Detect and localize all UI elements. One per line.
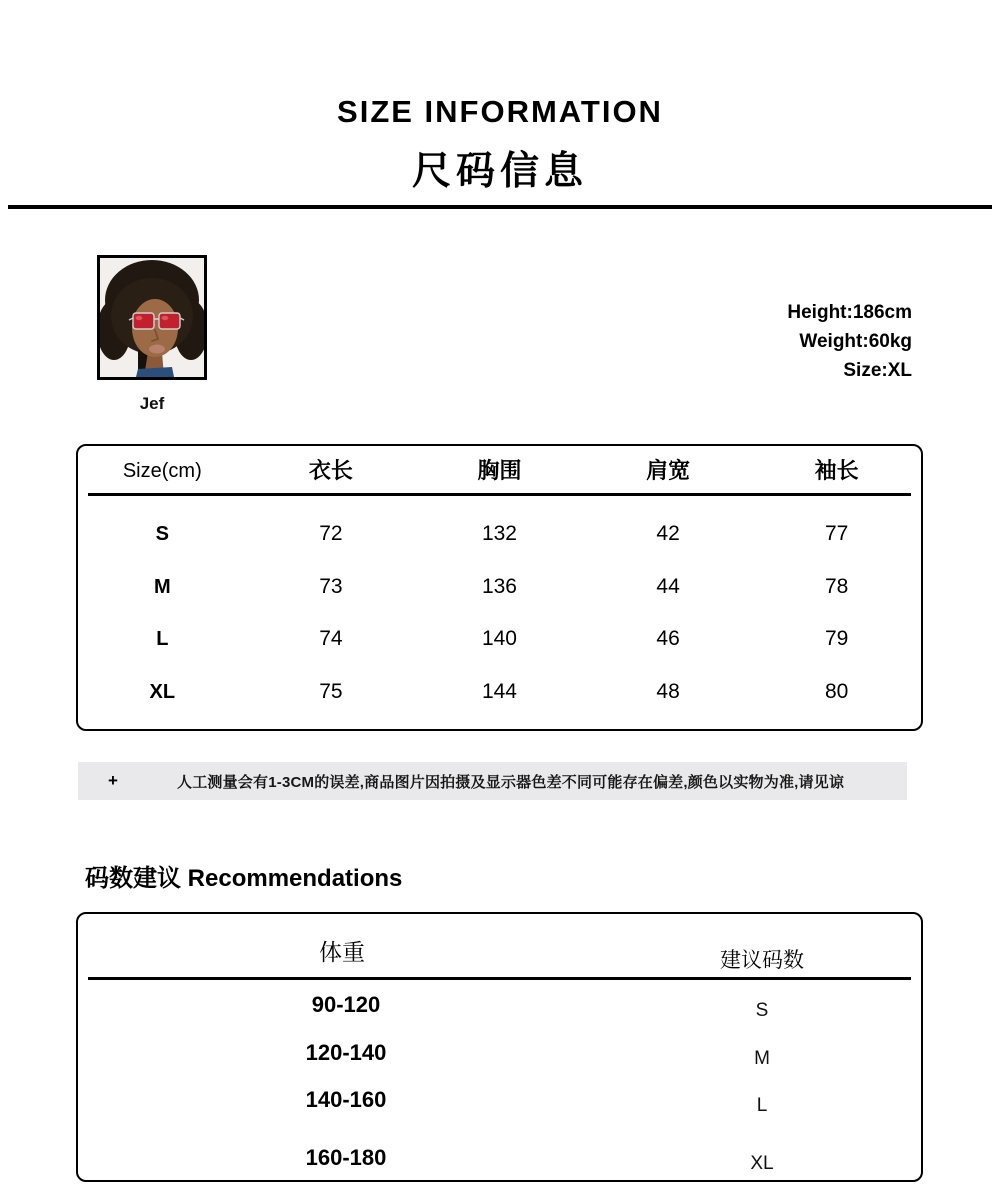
table-row [78, 1074, 921, 1126]
weight-range: 140-160 [305, 1087, 387, 1112]
table-row [78, 508, 921, 560]
value-length: 75 [319, 680, 343, 703]
size-label: L [156, 628, 169, 650]
weight-range: 120-140 [305, 1040, 387, 1065]
measurement-note-text: 人工测量会有1-3CM的误差,商品图片因拍摄及显示器色差不同可能存在偏差,颜色以实物为准,请见谅 [177, 773, 845, 791]
value-sleeve: 78 [824, 575, 849, 598]
table-row [78, 979, 921, 1031]
size-table-header-row [78, 446, 921, 493]
size-label: M [153, 576, 171, 598]
value-sleeve: 79 [824, 627, 849, 650]
value-sleeve: 77 [824, 522, 849, 545]
recommended-size: S [755, 1000, 769, 1021]
value-bust: 132 [481, 522, 517, 545]
value-length: 74 [319, 627, 343, 650]
size-label: S [155, 523, 169, 545]
model-portrait-illustration [100, 258, 204, 377]
size-table-header-bust: 胸围 [477, 458, 522, 483]
model-name: Jef [139, 394, 165, 413]
value-shoulder: 42 [656, 522, 680, 545]
value-sleeve: 80 [824, 680, 849, 703]
size-table-header-size: Size(cm) [122, 460, 202, 482]
model-weight: Weight:60kg [799, 331, 912, 352]
value-bust: 144 [481, 680, 517, 703]
recommendations-table [76, 912, 923, 1182]
table-row [78, 1132, 921, 1184]
model-size: Size:XL [843, 360, 912, 381]
value-length: 73 [319, 575, 343, 598]
value-shoulder: 46 [656, 627, 680, 650]
model-stats [787, 298, 912, 385]
value-length: 72 [319, 522, 343, 545]
plus-icon: + [108, 771, 118, 790]
recommended-size: XL [750, 1153, 774, 1174]
title-divider [8, 205, 992, 209]
model-photo [97, 255, 207, 380]
table-row [78, 561, 921, 613]
page-title-english: SIZE INFORMATION [337, 94, 663, 129]
table-row [78, 1027, 921, 1079]
size-table-header-sleeve: 袖长 [814, 458, 859, 483]
weight-range: 90-120 [311, 992, 381, 1017]
size-table [76, 444, 923, 731]
value-shoulder: 44 [656, 575, 680, 598]
recommended-size: M [754, 1048, 770, 1069]
model-height: Height:186cm [787, 302, 912, 323]
size-label: XL [149, 681, 176, 703]
page-title-chinese: 尺码信息 [411, 150, 588, 193]
rec-header-size: 建议码数 [720, 949, 804, 972]
table-row [78, 613, 921, 665]
recommended-size: L [756, 1095, 768, 1116]
size-table-header-shoulder: 肩宽 [646, 458, 691, 483]
table-row [78, 666, 921, 718]
value-bust: 136 [481, 575, 517, 598]
size-table-header-divider [88, 493, 911, 496]
value-bust: 140 [481, 627, 517, 650]
measurement-note-bar [78, 762, 907, 800]
weight-range: 160-180 [305, 1145, 387, 1170]
size-table-header-length: 衣长 [308, 458, 353, 483]
value-shoulder: 48 [656, 680, 680, 703]
rec-header-weight: 体重 [319, 939, 365, 965]
recommendations-title: 码数建议 Recommendations [85, 865, 403, 892]
